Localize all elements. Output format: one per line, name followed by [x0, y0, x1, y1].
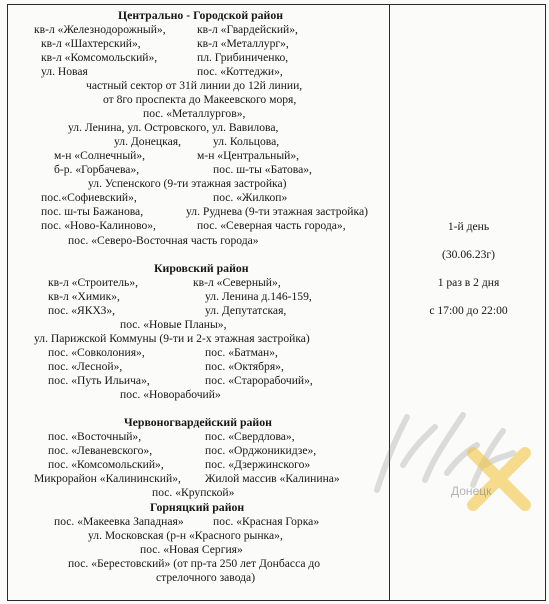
list-item: кв-л «Комсомольский», [41, 51, 158, 64]
list-item: пос. «Батман», [205, 346, 278, 359]
list-item: кв-л «Шахтерский», [41, 37, 141, 50]
list-item: пл. Грибиниченко, [197, 51, 289, 64]
list-item: пос. «Путь Ильича», [48, 374, 150, 387]
district-title-central: Центрально - Городской район [118, 8, 284, 22]
list-item: пос. «Макеевка Западная» [54, 515, 184, 528]
list-item: пос. «Новые Планы», [120, 318, 227, 331]
list-item: Жилой массив «Калинина» [205, 472, 340, 485]
list-item: пос. ш-ты Бажанова, [41, 205, 144, 218]
list-item: стрелочного завода) [156, 571, 256, 584]
list-item: ул. Новая [41, 65, 88, 78]
list-item: пос. «Новая Сергия» [140, 543, 243, 556]
list-item: пос. «Совколония», [48, 346, 145, 359]
schedule-frequency: 1 раз в 2 дня [437, 276, 500, 289]
list-item: ул. Руднева (9-ти этажная застройка) [186, 205, 368, 218]
list-item: ул. Парижской Коммуны (9-ти и 2-х этажная застройка) [34, 332, 310, 345]
schedule-date: (30.06.23г) [441, 248, 496, 261]
list-item: ул. Ленина, ул. Островского, ул. Вавилова, [68, 121, 279, 134]
list-item: пос. ш-ты «Батова», [213, 163, 312, 176]
list-item: пос.«Софиевский», [41, 191, 137, 204]
list-item: м-н «Солнечный», [54, 149, 146, 162]
list-item: ул. Ленина д.146-159, [205, 290, 312, 303]
list-item: ул. Кольцова, [213, 135, 280, 148]
list-item: пос. «Орджоникидзе», [205, 444, 317, 457]
list-item: от 8го проспекта до Макеевского моря, [103, 93, 297, 106]
list-item: пос. «Металлургов», [143, 107, 246, 120]
list-item: пос. «Восточный», [48, 430, 142, 443]
list-item: пос. «Северо-Восточная часть города» [68, 234, 259, 247]
list-item: пос. «Коттеджи», [197, 65, 283, 78]
schedule-day: 1-й день [447, 220, 490, 233]
watermark-logo [355, 395, 545, 515]
list-item: пос. «Ново-Калиново», [41, 219, 156, 232]
schedule-time: с 17:00 до 22:00 [429, 304, 508, 317]
list-item: пос. «Комсомольский», [48, 458, 164, 471]
list-item: ул. Успенского (9-ти этажная застройка) [88, 177, 287, 190]
list-item: кв-л «Гвардейский», [197, 23, 298, 36]
list-item: пос. «Северная часть города», [197, 219, 346, 232]
list-item: пос. «Свердлова», [205, 430, 295, 443]
list-item: кв-л «Химик», [48, 290, 120, 303]
list-item: б-р. «Горбачева», [54, 163, 140, 176]
list-item: ул. Донецкая, [114, 135, 181, 148]
list-item: ул. Депутатская, [205, 304, 287, 317]
list-item: м-н «Центральный», [197, 149, 300, 162]
watermark-text: Донецк [451, 484, 492, 498]
list-item: пос. «Берестовский» (от пр-та 250 лет Донбасса до [68, 557, 321, 570]
list-item: пос. «Новорабочий» [120, 388, 221, 401]
list-item: пос. «Красная Горка» [213, 515, 320, 528]
list-item: пос. «Леваневского», [48, 444, 153, 457]
list-item: пос. «Дзержинского» [205, 458, 311, 471]
list-item: ул. Московская (р-н «Красного рынка», [88, 529, 283, 542]
list-item: пос. «Лесной», [48, 360, 123, 373]
list-item: Микрорайон «Калининский», [34, 472, 181, 485]
district-title-chervonogvardeisky: Червоногвардейский район [124, 415, 272, 429]
list-item: пос. «Жилкоп» [213, 191, 288, 204]
list-item: пос. «ЯКХЗ», [48, 304, 116, 317]
list-item: частный сектор от 31й линии до 12й линии, [86, 79, 303, 92]
district-title-kirov: Кировский район [154, 261, 249, 275]
list-item: пос. «Крупской» [152, 486, 235, 499]
watermark-logo-icon [355, 395, 545, 515]
list-item: пос. «Октября», [205, 360, 284, 373]
list-item: кв-л «Северный», [193, 276, 281, 289]
list-item: кв-л «Металлург», [197, 37, 289, 50]
district-title-gornyatsky: Горняцкий район [150, 500, 245, 514]
list-item: кв-л «Строитель», [48, 276, 139, 289]
list-item: пос. «Старорабочий», [205, 374, 313, 387]
list-item: кв-л «Железнодорожный», [34, 23, 166, 36]
